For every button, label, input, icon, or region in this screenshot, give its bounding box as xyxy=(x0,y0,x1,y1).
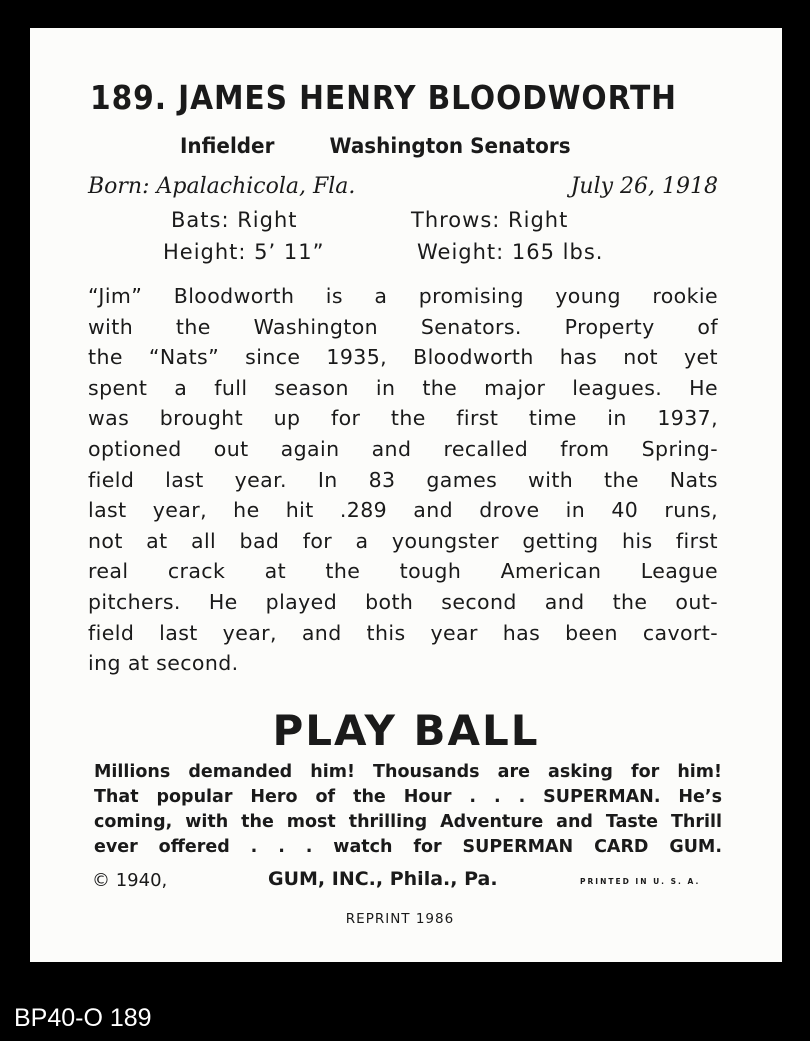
throws-stat: Throws: Right xyxy=(411,208,569,232)
bio-line: spent a full season in the major leagues. He xyxy=(88,375,718,400)
card-title: 189. JAMES HENRY BLOODWORTH xyxy=(90,78,677,117)
bio-line: last year, he hit .289 and drove in 40 runs, xyxy=(88,498,718,523)
bio-line: “Jim” Bloodworth is a promising young rookie xyxy=(88,284,718,308)
printed-in-usa: PRINTED IN U. S. A. xyxy=(580,877,701,886)
player-bio xyxy=(88,281,718,679)
height-stat: Height: 5’ 11” xyxy=(163,240,325,264)
player-position: Infielder xyxy=(180,134,275,158)
bio-line: was brought up for the first time in 1937, xyxy=(88,406,718,431)
card-back xyxy=(30,28,782,962)
born-date: July 26, 1918 xyxy=(570,174,718,199)
copyright: © 1940, xyxy=(92,870,168,891)
card-id-label: BP40-O 189 xyxy=(14,1004,152,1032)
position-team-row xyxy=(180,134,571,158)
bio-line: with the Washington Senators. Property of xyxy=(88,314,718,339)
weight-stat: Weight: 165 lbs. xyxy=(417,240,604,264)
bio-line: not at all bad for a youngster getting his first xyxy=(88,528,718,553)
bio-line: the “Nats” since 1935, Bloodworth has not yet xyxy=(88,345,718,370)
bio-line: real crack at the tough American League xyxy=(88,559,718,584)
bio-line: field last year. In 83 games with the Nats xyxy=(88,467,718,492)
player-team: Washington Senators xyxy=(329,134,571,158)
play-ball-headline: PLAY BALL xyxy=(272,706,540,755)
superman-promo xyxy=(94,760,722,860)
bio-line: field last year, and this year has been cavort- xyxy=(88,620,718,645)
promo-line: That popular Hero of the Hour . . . SUPERMAN. He’s xyxy=(94,787,722,807)
bio-line: pitchers. He played both second and the out- xyxy=(88,589,718,614)
publisher: GUM, INC., Phila., Pa. xyxy=(268,868,498,890)
bio-line: optioned out again and recalled from Spring- xyxy=(88,436,718,461)
promo-line: Millions demanded him! Thousands are asking for him! xyxy=(94,762,722,782)
bio-line: ing at second. xyxy=(88,651,239,676)
promo-line: coming, with the most thrilling Adventure and Taste Thrill xyxy=(94,812,722,832)
reprint-notice: REPRINT 1986 xyxy=(345,911,455,927)
born-place: Born: Apalachicola, Fla. xyxy=(88,174,356,199)
born-row xyxy=(88,174,718,199)
promo-line: ever offered . . . watch for SUPERMAN CARD GUM. xyxy=(94,837,722,857)
bats-stat: Bats: Right xyxy=(171,208,298,232)
